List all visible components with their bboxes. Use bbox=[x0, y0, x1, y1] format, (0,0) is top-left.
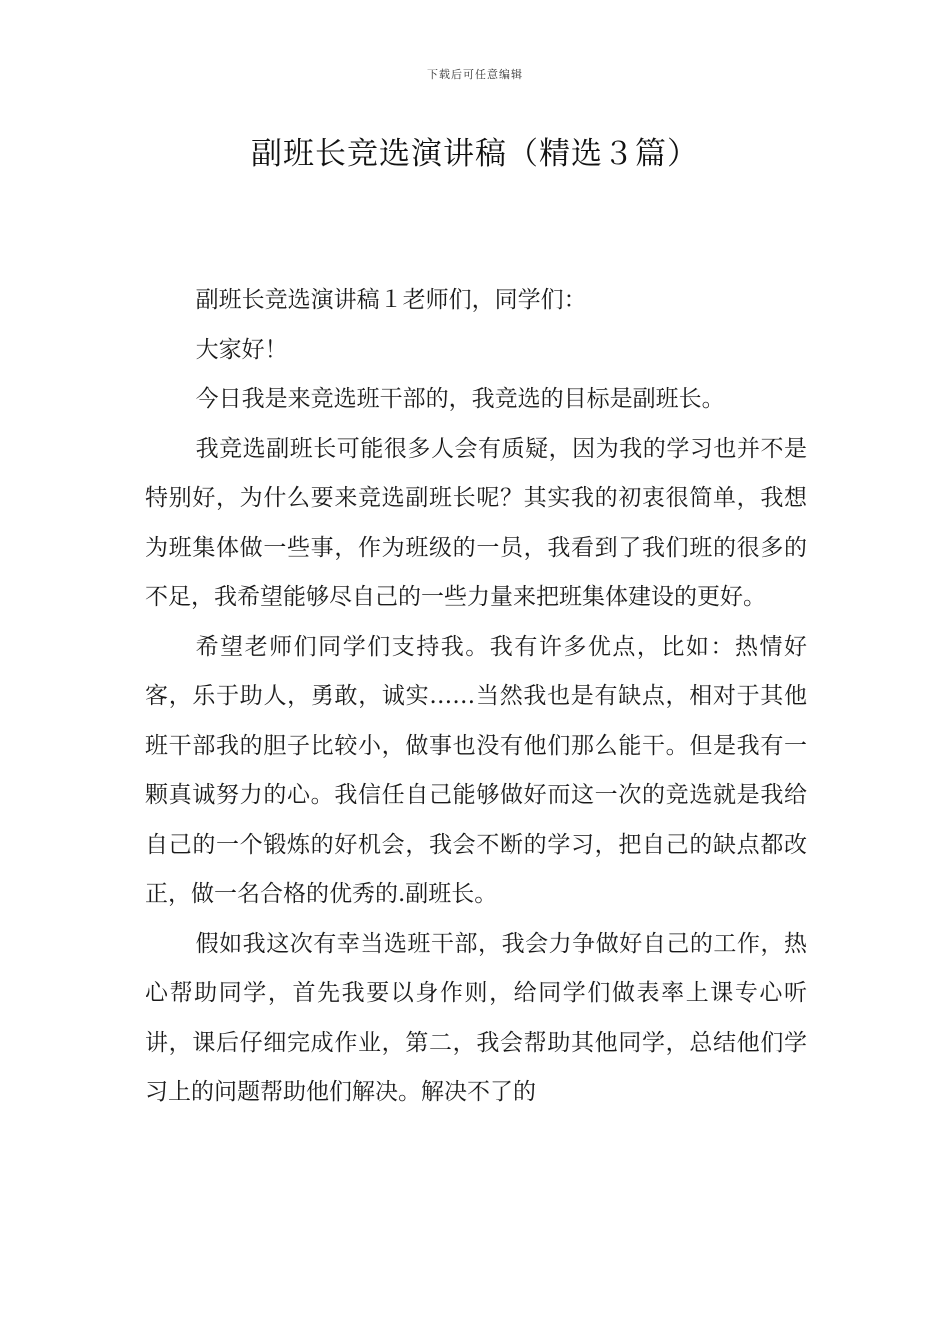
paragraph-greeting-line: 副班长竞选演讲稿１老师们，同学们： bbox=[195, 287, 587, 313]
paragraph-purpose: 今日我是来竞选班干部的，我竞选的目标是副班长。 bbox=[195, 386, 725, 412]
paragraph-plans: 假如我这次有幸当选班干部，我会力争做好自己的工作，热心帮助同学，首先我要以身作则，给同学们做表率上课专心听讲，课后仔细完成作业，第二，我会帮助其他同学，总结他们学习上的问题帮助他们解决。解决不了的 bbox=[145, 930, 807, 1105]
paragraph-hello: 大家好！ bbox=[195, 336, 288, 363]
paragraph-strengths: 希望老师们同学们支持我。我有许多优点，比如：热情好客，乐于助人，勇敢，诚实……当然我也是有缺点，相对于其他班干部我的胆子比较小，做事也没有他们那么能干。但是我有一颗真诚努力的心。我信任自己能够做好而这一次的竞选就是我给自己的一个锻炼的好机会，我会不断的学习，把自己的缺点都改正，做一名合格的优秀的.副班长。 bbox=[145, 633, 807, 907]
document-body bbox=[145, 276, 807, 1118]
header-note: 下载后可任意编辑 bbox=[427, 68, 523, 81]
paragraph-motivation: 我竞选副班长可能很多人会有质疑，因为我的学习也并不是特别好，为什么要来竞选副班长呢？其实我的初衷很简单，我想为班集体做一些事，作为班级的一员，我看到了我们班的很多的不足，我希望能够尽自己的一些力量来把班集体建设的更好。 bbox=[145, 435, 807, 610]
document-title: 副班长竞选演讲稿（精选３篇） bbox=[251, 136, 699, 172]
